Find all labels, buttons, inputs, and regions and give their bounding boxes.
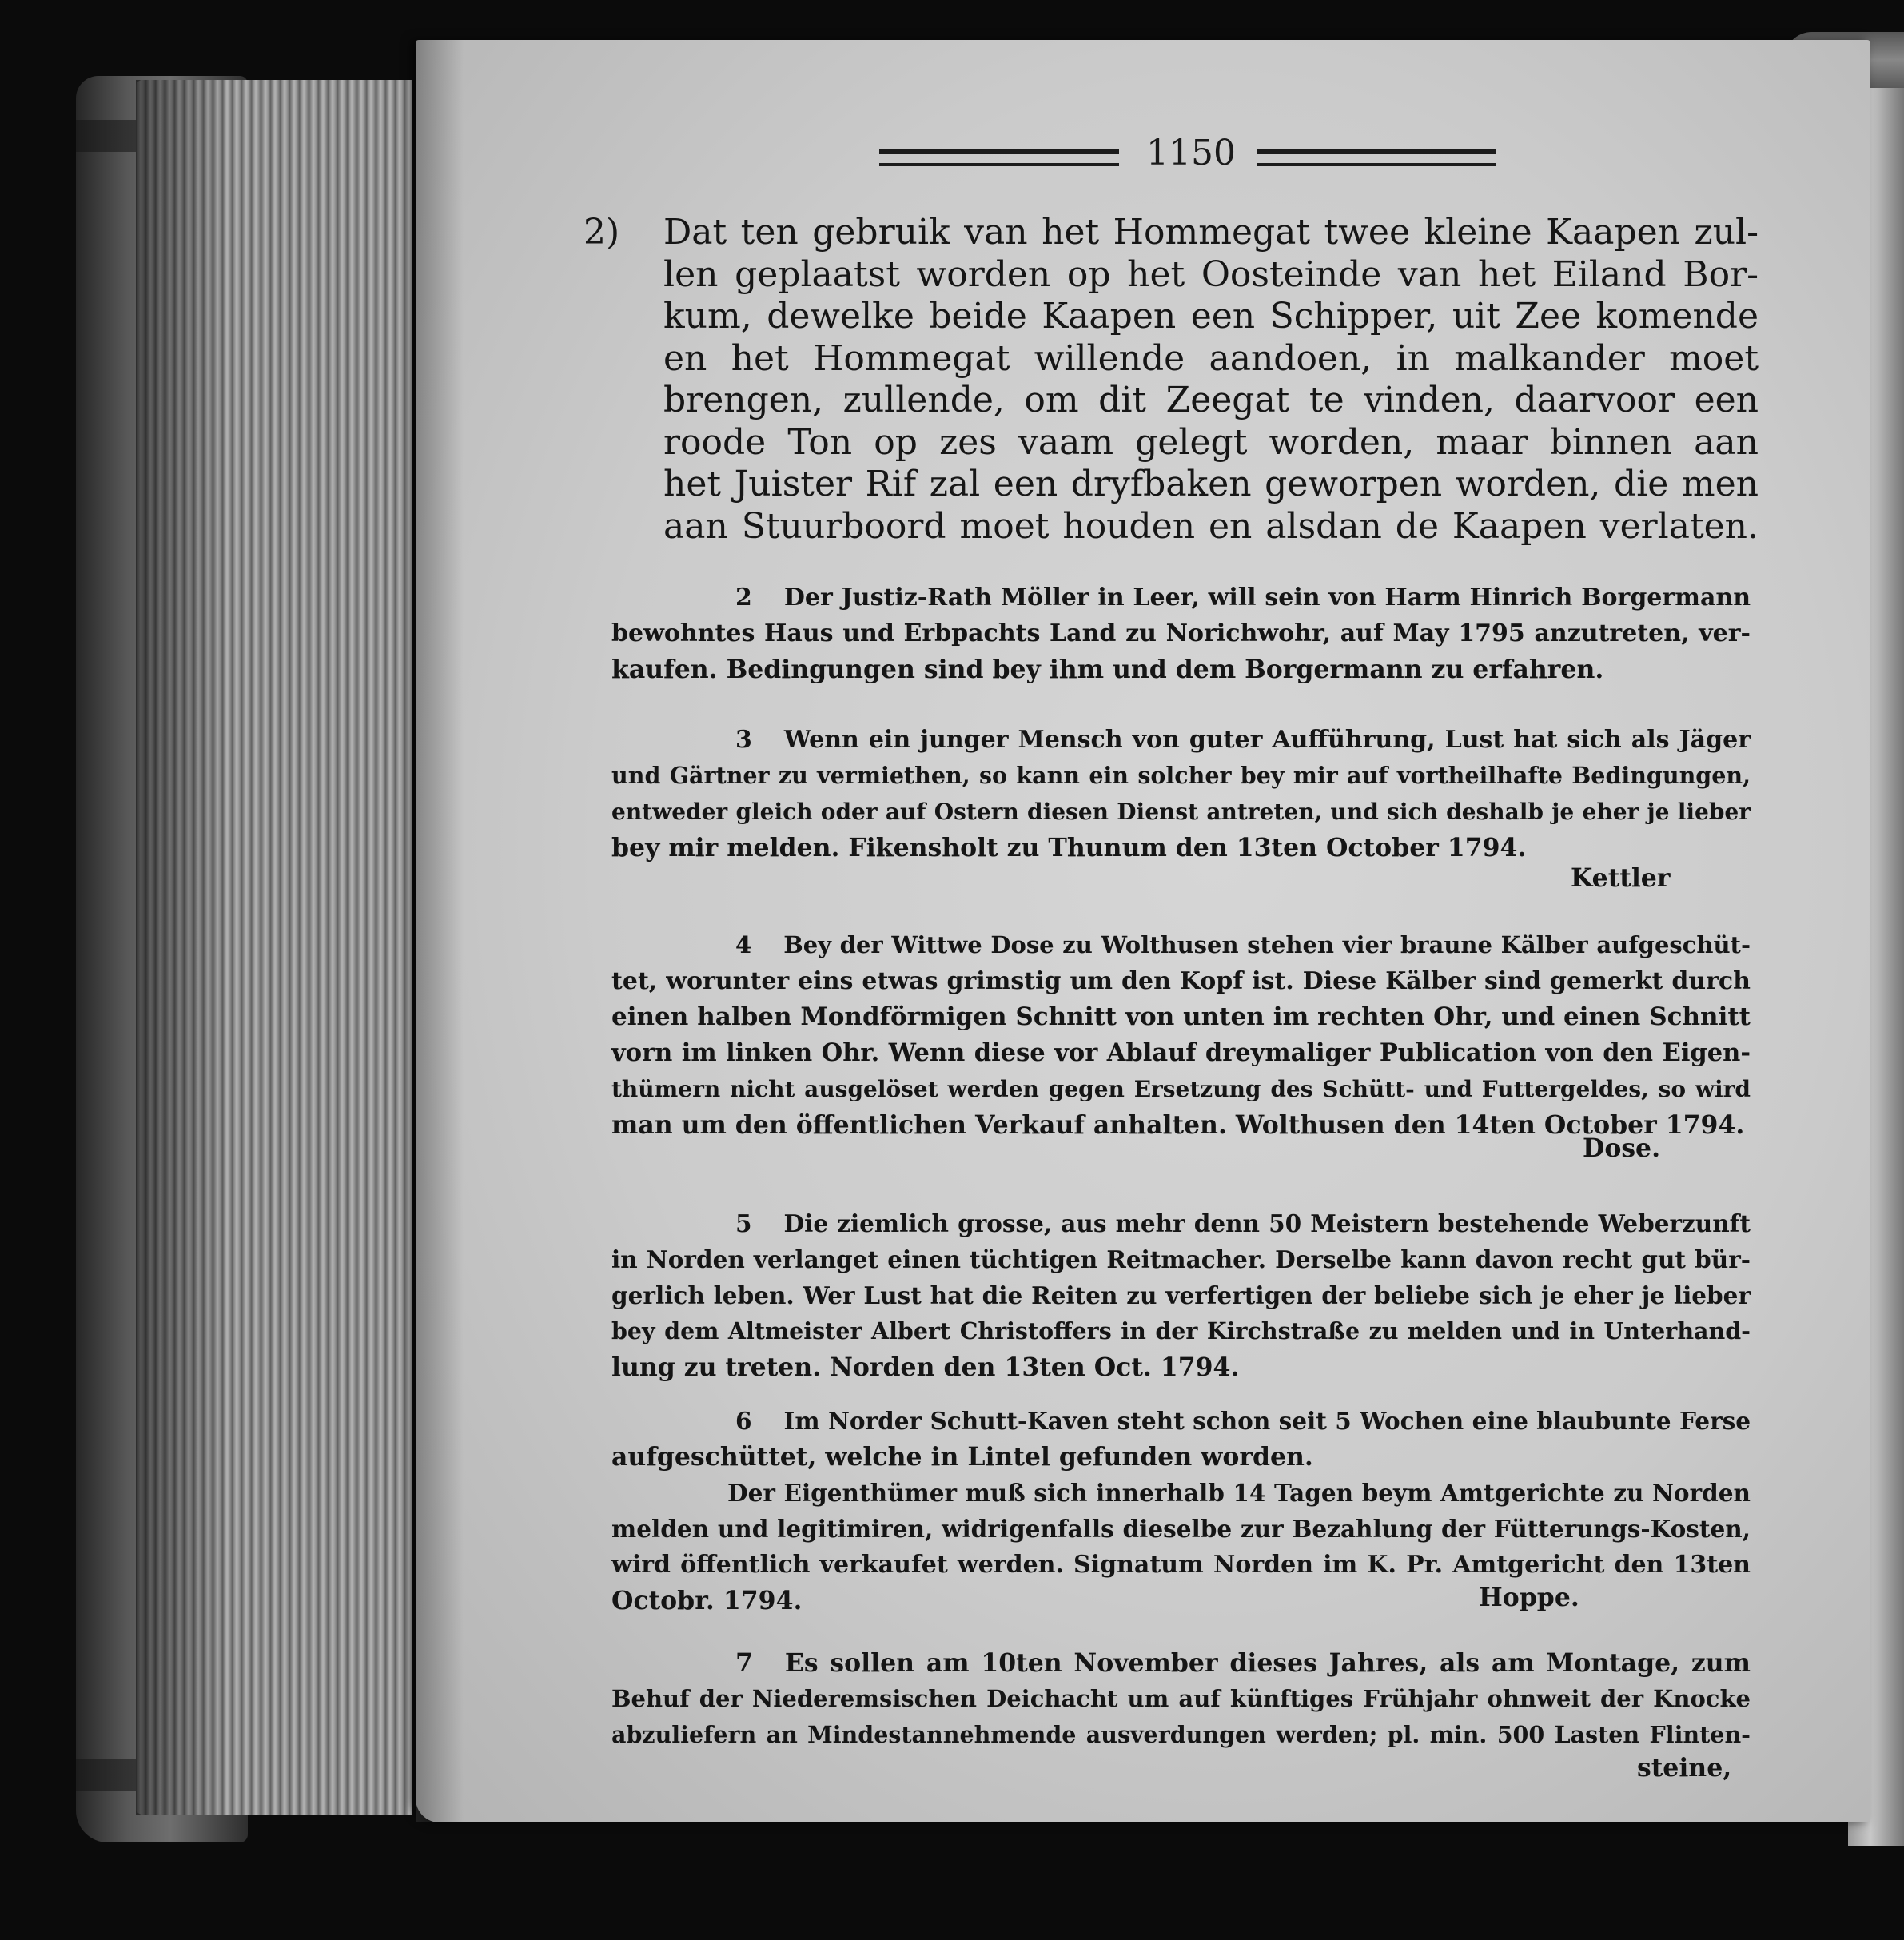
text-line: kum, dewelke beide Kaapen een Schipper, uit Zee komende bbox=[663, 296, 1759, 337]
gutter-shadow bbox=[416, 40, 464, 1822]
text-line: brengen, zullende, om dit Zeegat te vinden, daarvoor een bbox=[663, 380, 1759, 420]
notice-7 bbox=[611, 1645, 1751, 1753]
page-edges-shadow bbox=[136, 80, 224, 1815]
text-line: tet, worunter eins etwas grimstig um den Kopf ist. Diese Kälber sind gemerkt durch bbox=[611, 967, 1751, 995]
notice-number: 4 bbox=[735, 931, 752, 958]
text-line: het Juister Rif zal een dryfbaken geworpen worden, die men bbox=[663, 464, 1759, 504]
item-number: 2) bbox=[584, 212, 620, 253]
text-line: vorn im linken Ohr. Wenn diese vor Ablauf dreymaliger Publication von den Eigen- bbox=[611, 1038, 1751, 1067]
text-line: 5 Die ziemlich grosse, aus mehr denn 50 Meistern bestehende Weberzunft bbox=[735, 1209, 1751, 1237]
text-line: 7 Es sollen am 10ten November dieses Jahres, als am Montage, zum bbox=[735, 1648, 1751, 1678]
notice-3 bbox=[611, 722, 1751, 866]
text-line: lung zu treten. Norden den 13ten Oct. 1794. bbox=[611, 1352, 1240, 1382]
notice-4 bbox=[611, 927, 1751, 1143]
notice-5 bbox=[611, 1205, 1751, 1385]
text-line: wird öffentlich verkaufet werden. Signatum Norden im K. Pr. Amtgericht den 13ten bbox=[611, 1551, 1751, 1579]
text-line: abzuliefern an Mindestannehmende ausverdungen werden; pl. min. 500 Lasten Flinten- bbox=[611, 1721, 1751, 1748]
text-line: 2 Der Justiz-Rath Möller in Leer, will sein von Harm Hinrich Borgermann bbox=[735, 584, 1751, 611]
running-header bbox=[879, 133, 1487, 190]
notice-number: 7 bbox=[735, 1648, 753, 1678]
signature: Dose. bbox=[1583, 1133, 1661, 1163]
text-line: Octobr. 1794. bbox=[611, 1586, 803, 1615]
signature: Hoppe. bbox=[1479, 1583, 1579, 1612]
notice-2 bbox=[611, 580, 1751, 687]
text-line: gerlich leben. Wer Lust hat die Reiten zu verfertigen der beliebe sich je eher je lieber bbox=[611, 1281, 1751, 1309]
text-line: 3 Wenn ein junger Mensch von guter Aufführung, Lust hat sich als Jäger bbox=[735, 726, 1751, 754]
text-line: in Norden verlanget einen tüchtigen Reitmacher. Derselbe kann davon recht gut bür- bbox=[611, 1245, 1751, 1273]
text-line: Behuf der Niederemsischen Deichacht um auf künftiges Frühjahr ohnweit der Knocke bbox=[611, 1685, 1751, 1712]
notice-6 bbox=[611, 1403, 1751, 1619]
text-line: roode Ton op zes vaam gelegt worden, maar binnen aan bbox=[663, 421, 1759, 463]
text-line: 4 Bey der Wittwe Dose zu Wolthusen stehen vier braune Kälber aufgeschüt- bbox=[735, 931, 1751, 958]
header-rule bbox=[879, 149, 1119, 166]
text-line: bey dem Altmeister Albert Christoffers in der Kirchstraße zu melden und in Unterhand- bbox=[611, 1317, 1751, 1344]
dutch-notice bbox=[584, 212, 1759, 548]
text-line: len geplaatst worden op het Oosteinde van het Eiland Bor- bbox=[663, 253, 1759, 295]
text-line: Der Eigenthümer muß sich innerhalb 14 Tagen beym Amtgerichte zu Norden bbox=[727, 1479, 1751, 1507]
text-line: en het Hommegat willende aandoen, in malkander moet bbox=[663, 337, 1759, 379]
text-line: einen halben Mondförmigen Schnitt von unten im rechten Ohr, und einen Schnitt bbox=[611, 1002, 1751, 1031]
text-line: entweder gleich oder auf Ostern diesen Dienst antreten, und sich deshalb je eher je lieber bbox=[611, 799, 1751, 825]
notice-number: 2 bbox=[735, 584, 752, 611]
text-line: thümern nicht ausgelöset werden gegen Ersetzung des Schütt- und Futtergeldes, so wird bbox=[611, 1076, 1751, 1102]
signature: Kettler bbox=[1571, 863, 1671, 893]
text-line: aan Stuurboord moet houden en alsdan de Kaapen verlaten. bbox=[663, 505, 1759, 547]
text-line: man um den öffentlichen Verkauf anhalten. Wolthusen den 14ten October 1794. bbox=[611, 1110, 1745, 1140]
text-line: 6 Im Norder Schutt-Kaven steht schon seit 5 Wochen eine blaubunte Ferse bbox=[735, 1407, 1751, 1435]
text-line: bey mir melden. Fikensholt zu Thunum den 13ten October 1794. bbox=[611, 833, 1527, 862]
text-line: bewohntes Haus und Erbpachts Land zu Norichwohr, auf May 1795 anzutreten, ver- bbox=[611, 619, 1751, 647]
text-line: aufgeschüttet, welche in Lintel gefunden worden. bbox=[611, 1442, 1313, 1472]
notice-number: 3 bbox=[735, 726, 752, 754]
notice-number: 5 bbox=[735, 1209, 752, 1237]
notice-number: 6 bbox=[735, 1407, 752, 1435]
text-line: melden und legitimiren, widrigenfalls dieselbe zur Bezahlung der Fütterungs-Kosten, bbox=[611, 1515, 1751, 1543]
text-line: und Gärtner zu vermiethen, so kann ein solcher bey mir auf vortheilhafte Bedingungen, bbox=[611, 762, 1751, 789]
page-number: 1150 bbox=[1146, 133, 1236, 173]
text-line: Dat ten gebruik van het Hommegat twee kleine Kaapen zul- bbox=[663, 212, 1759, 253]
header-rule bbox=[1257, 149, 1496, 166]
text-line: kaufen. Bedingungen sind bey ihm und dem Borgermann zu erfahren. bbox=[611, 655, 1604, 684]
catchword: steine, bbox=[1637, 1753, 1732, 1783]
